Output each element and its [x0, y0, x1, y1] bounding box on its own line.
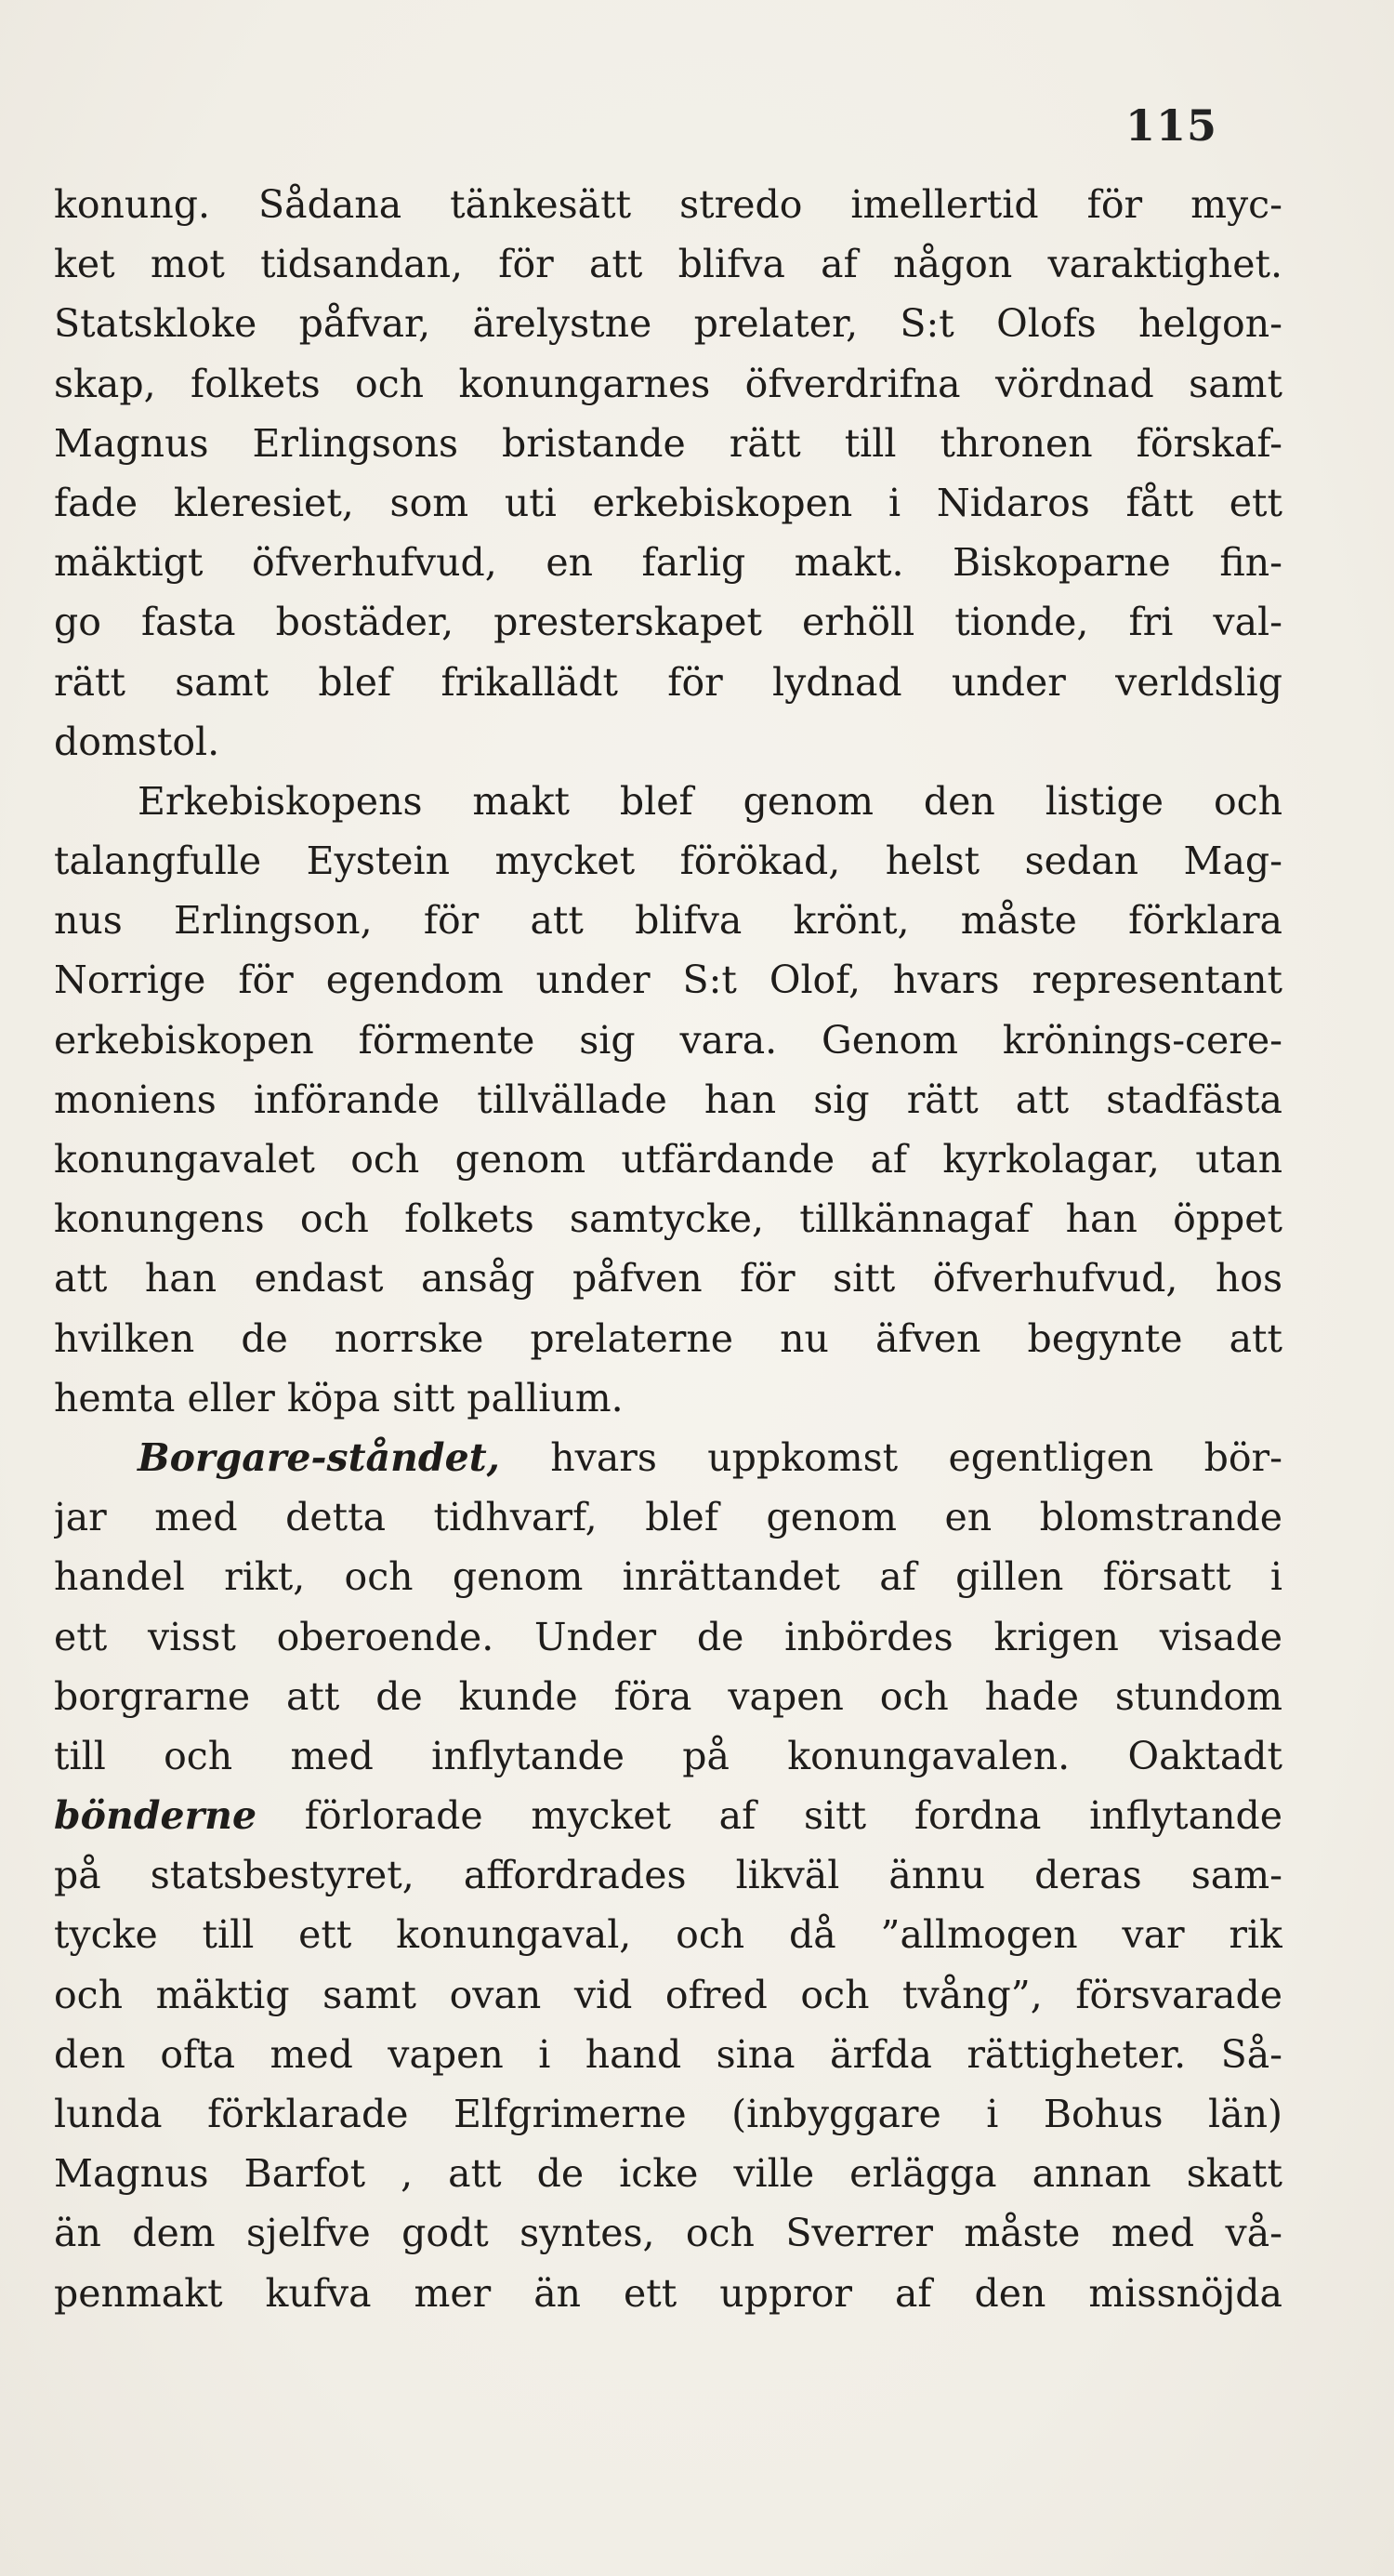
text-line: talangfulle Eystein mycket förökad, helst sedan Mag- [54, 839, 1282, 884]
text-line: och mäktig samt ovan vid ofred och tvång”, försvarade [54, 1972, 1282, 2017]
text-line: Norrige för egendom under S:t Olof, hvars representant [54, 958, 1282, 1003]
text-line: penmakt kufva mer än ett uppror af den missnöjda [54, 2270, 1282, 2316]
text-line: att han endast ansåg påfven för sitt öfverhufvud, hos [54, 1256, 1282, 1301]
line-text: hvars uppkomst egentligen bör- [499, 1434, 1282, 1480]
text-line [54, 1786, 1282, 1845]
text-line: Erkebiskopens makt blef genom den listige och [138, 778, 1282, 824]
text-line: ett visst oberoende. Under de inbördes krigen visade [54, 1614, 1282, 1659]
text-line: konung. Sådana tänkesätt stredo imellertid för myc- [54, 182, 1282, 227]
body-text [54, 175, 1282, 2323]
text-line: Magnus Barfot , att de icke ville erlägga annan skatt [54, 2151, 1282, 2197]
text-line: hvilken de norrske prelaterne nu äfven begynte att [54, 1315, 1282, 1361]
text-line: handel rikt, och genom inrättandet af gillen försatt i [54, 1554, 1282, 1600]
text-line: Statskloke påfvar, ärelystne prelater, S:t Olofs helgon- [54, 301, 1282, 347]
line-text: förlorade mycket af sitt fordna inflytande [256, 1793, 1282, 1839]
text-line: än dem sjelfve godt syntes, och Sverrer måste med vå- [54, 2211, 1282, 2256]
text-line: den ofta med vapen i hand sina ärfda rättigheter. Så- [54, 2031, 1282, 2077]
text-line: borgrarne att de kunde föra vapen och hade stundom [54, 1673, 1282, 1719]
text-line: hemta eller köpa sitt pallium. [54, 1375, 624, 1420]
text-line: jar med detta tidhvarf, blef genom en blomstrande [54, 1495, 1282, 1540]
text-line: rätt samt blef frikallädt för lydnad under verldslig [54, 659, 1282, 705]
text-line: på statsbestyret, affordrades likväl ännu deras sam- [54, 1853, 1282, 1898]
text-line: moniens införande tillvällade han sig rätt att stadfästa [54, 1077, 1282, 1122]
emphasis-term: Borgare-ståndet, [138, 1434, 500, 1480]
text-line: fade kleresiet, som uti erkebiskopen i Nidaros fått ett [54, 480, 1282, 525]
text-line: domstol. [54, 719, 220, 764]
text-line: nus Erlingson, för att blifva krönt, måste förklara [54, 898, 1282, 944]
text-line: till och med inflytande på konungavalen. Oaktadt [54, 1733, 1282, 1778]
page-number: 115 [1124, 100, 1217, 151]
text-line: Magnus Erlingsons bristande rätt till thronen förskaf- [54, 420, 1282, 466]
text-line: skap, folkets och konungarnes öfverdrifna vördnad samt [54, 361, 1282, 406]
text-line: tycke till ett konungaval, och då ”allmogen var rik [54, 1912, 1282, 1958]
text-line: konungavalet och genom utfärdande af kyrkolagar, utan [54, 1137, 1282, 1182]
text-line [54, 1428, 1282, 1487]
text-line: mäktigt öfverhufvud, en farlig makt. Biskoparne fin- [54, 540, 1282, 586]
text-line: erkebiskopen förmente sig vara. Genom krönings-cere- [54, 1017, 1282, 1063]
text-line: ket mot tidsandan, för att blifva af någon varaktighet. [54, 242, 1282, 287]
text-line: go fasta bostäder, presterskapet erhöll tionde, fri val- [54, 600, 1282, 645]
emphasis-term: bönderne [54, 1793, 257, 1839]
text-line: konungens och folkets samtycke, tillkännagaf han öppet [54, 1196, 1282, 1242]
text-line: lunda förklarade Elfgrimerne (inbyggare i Bohus län) [54, 2092, 1282, 2136]
